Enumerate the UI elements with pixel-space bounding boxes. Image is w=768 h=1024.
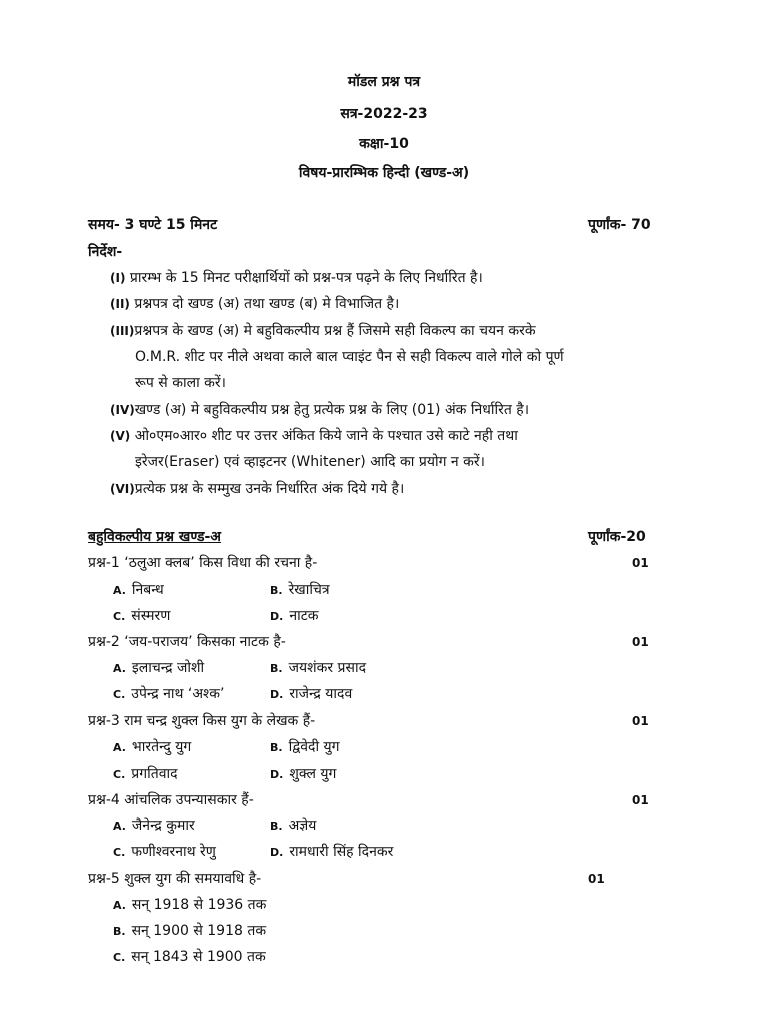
option-letter: C. [113, 951, 126, 964]
option-text: अज्ञेय [288, 818, 317, 834]
option-text: रेखाचित्र [288, 582, 330, 598]
instruction-continuation: इरेजर(Eraser) एवं व्हाइटनर (Whitener) आदि का प्रयोग न करें। [135, 454, 485, 470]
option-letter: D. [270, 846, 284, 859]
option-b [270, 658, 366, 677]
instruction-number: (IV) [110, 403, 135, 417]
option-letter: B. [270, 584, 283, 597]
instruction-text: प्रत्येक प्रश्न के सम्मुख उनके निर्धारित अंक दिये गये है। [134, 481, 405, 497]
instruction-number: (V) [110, 429, 131, 443]
option-text: इलाचन्द्र जोशी [131, 660, 205, 676]
option-b [113, 921, 266, 940]
instruction-text: ओ०एम०आर० शीट पर उत्तर अंकित किये जाने के पश्चात उसे काटे नही तथा [134, 428, 518, 444]
option-text: जयशंकर प्रसाद [288, 660, 367, 676]
instruction-item [110, 291, 670, 317]
option-text: उपेन्द्र नाथ ‘अश्क’ [131, 686, 225, 702]
option-letter: D. [270, 768, 284, 781]
option-a [113, 895, 266, 914]
instruction-continuation: O.M.R. शीट पर नीले अथवा काले बाल प्वाइंट पैन से सही विकल्प वाले गोले को पूर्ण [135, 349, 564, 365]
total-marks-label: पूर्णांक- 70 [588, 217, 651, 233]
question-marks: 01 [588, 872, 605, 886]
option-text: भारतेन्दु युग [131, 739, 192, 755]
instruction-item [110, 476, 670, 502]
option-c [113, 764, 178, 783]
question-marks: 01 [632, 714, 649, 728]
question-marks: 01 [632, 635, 649, 649]
option-letter: D. [270, 688, 284, 701]
option-d [270, 764, 336, 783]
option-letter: C. [113, 610, 126, 623]
option-b [270, 816, 316, 835]
option-letter: A. [113, 741, 126, 754]
question-marks: 01 [632, 556, 649, 570]
instruction-text: खण्ड (अ) मे बहुविकल्पीय प्रश्न हेतु प्रत्येक प्रश्न के लिए (01) अंक निर्धारित है। [134, 402, 530, 418]
option-letter: C. [113, 688, 126, 701]
option-letter: A. [113, 584, 126, 597]
option-text: निबन्ध [131, 582, 164, 598]
option-a [113, 580, 164, 599]
option-a [113, 816, 195, 835]
section-marks: पूर्णांक-20 [588, 529, 646, 545]
question-text: प्रश्न-1 ‘ठलुआ क्लब’ किस विधा की रचना है- [88, 555, 318, 571]
instruction-item [110, 423, 670, 449]
instruction-number: (III) [110, 324, 135, 338]
option-text: शुक्ल युग [289, 766, 337, 782]
option-d [270, 842, 393, 861]
option-c [113, 947, 266, 966]
option-b [270, 580, 330, 599]
option-text: राजेन्द्र यादव [289, 686, 353, 702]
option-letter: C. [113, 768, 126, 781]
instruction-item [110, 397, 670, 423]
time-label: समय- 3 घण्टे 15 मिनट [88, 217, 218, 233]
option-text: फणीश्वरनाथ रेणु [131, 844, 216, 860]
instruction-continuation: रूप से काला करें। [135, 375, 226, 391]
instruction-number: (II) [110, 297, 130, 311]
subject-label: विषय-प्रारम्भिक हिन्दी (खण्ड-अ) [298, 165, 470, 181]
section-title: बहुविकल्पीय प्रश्न खण्ड-अ [88, 529, 222, 545]
session-label: सत्र-2022-23 [340, 106, 428, 122]
option-c [113, 842, 216, 861]
instructions-heading: निर्देश- [88, 244, 123, 260]
option-text: रामधारी सिंह दिनकर [289, 844, 394, 860]
option-text: सन् 1900 से 1918 तक [131, 923, 267, 939]
class-label: कक्षा-10 [359, 136, 409, 152]
option-b [270, 737, 340, 756]
option-letter: B. [270, 741, 283, 754]
question-text: प्रश्न-3 राम चन्द्र शुक्ल किस युग के लेखक हैं- [88, 713, 316, 729]
option-letter: A. [113, 662, 126, 675]
option-letter: D. [270, 610, 284, 623]
question-text: प्रश्न-2 ‘जय-पराजय’ किसका नाटक है- [88, 634, 286, 650]
instruction-number: (I) [110, 271, 126, 285]
option-text: सन् 1843 से 1900 तक [131, 949, 266, 965]
instruction-text: प्रश्नपत्र दो खण्ड (अ) तथा खण्ड (ब) मे विभाजित है। [134, 296, 400, 312]
option-text: द्विवेदी युग [288, 739, 340, 755]
option-a [113, 658, 204, 677]
option-letter: B. [113, 925, 126, 938]
option-letter: A. [113, 899, 126, 912]
option-d [270, 684, 352, 703]
option-letter: B. [270, 662, 283, 675]
instruction-number: (VI) [110, 482, 135, 496]
option-c [113, 606, 170, 625]
option-a [113, 737, 191, 756]
option-d [270, 606, 319, 625]
option-letter: C. [113, 846, 126, 859]
question-marks: 01 [632, 793, 649, 807]
instruction-text: प्रारम्भ के 15 मिनट परीक्षार्थियों को प्रश्न-पत्र पढ़ने के लिए निर्धारित है। [129, 270, 483, 286]
instruction-text: प्रश्नपत्र के खण्ड (अ) मे बहुविकल्पीय प्रश्न हैं जिसमे सही विकल्प का चयन करके [134, 323, 536, 339]
option-text: जैनेन्द्र कुमार [131, 818, 195, 834]
option-text: प्रगतिवाद [131, 766, 178, 782]
instruction-item [110, 318, 670, 344]
option-letter: A. [113, 820, 126, 833]
question-text: प्रश्न-4 आंचलिक उपन्यासकार हैं- [88, 792, 254, 808]
option-c [113, 684, 224, 703]
option-letter: B. [270, 820, 283, 833]
option-text: नाटक [289, 608, 319, 624]
option-text: संस्मरण [131, 608, 171, 624]
paper-title: मॉडल प्रश्न पत्र [347, 74, 421, 90]
option-text: सन् 1918 से 1936 तक [131, 897, 267, 913]
instruction-item [110, 265, 670, 291]
question-text: प्रश्न-5 शुक्ल युग की समयावधि है- [88, 871, 262, 887]
